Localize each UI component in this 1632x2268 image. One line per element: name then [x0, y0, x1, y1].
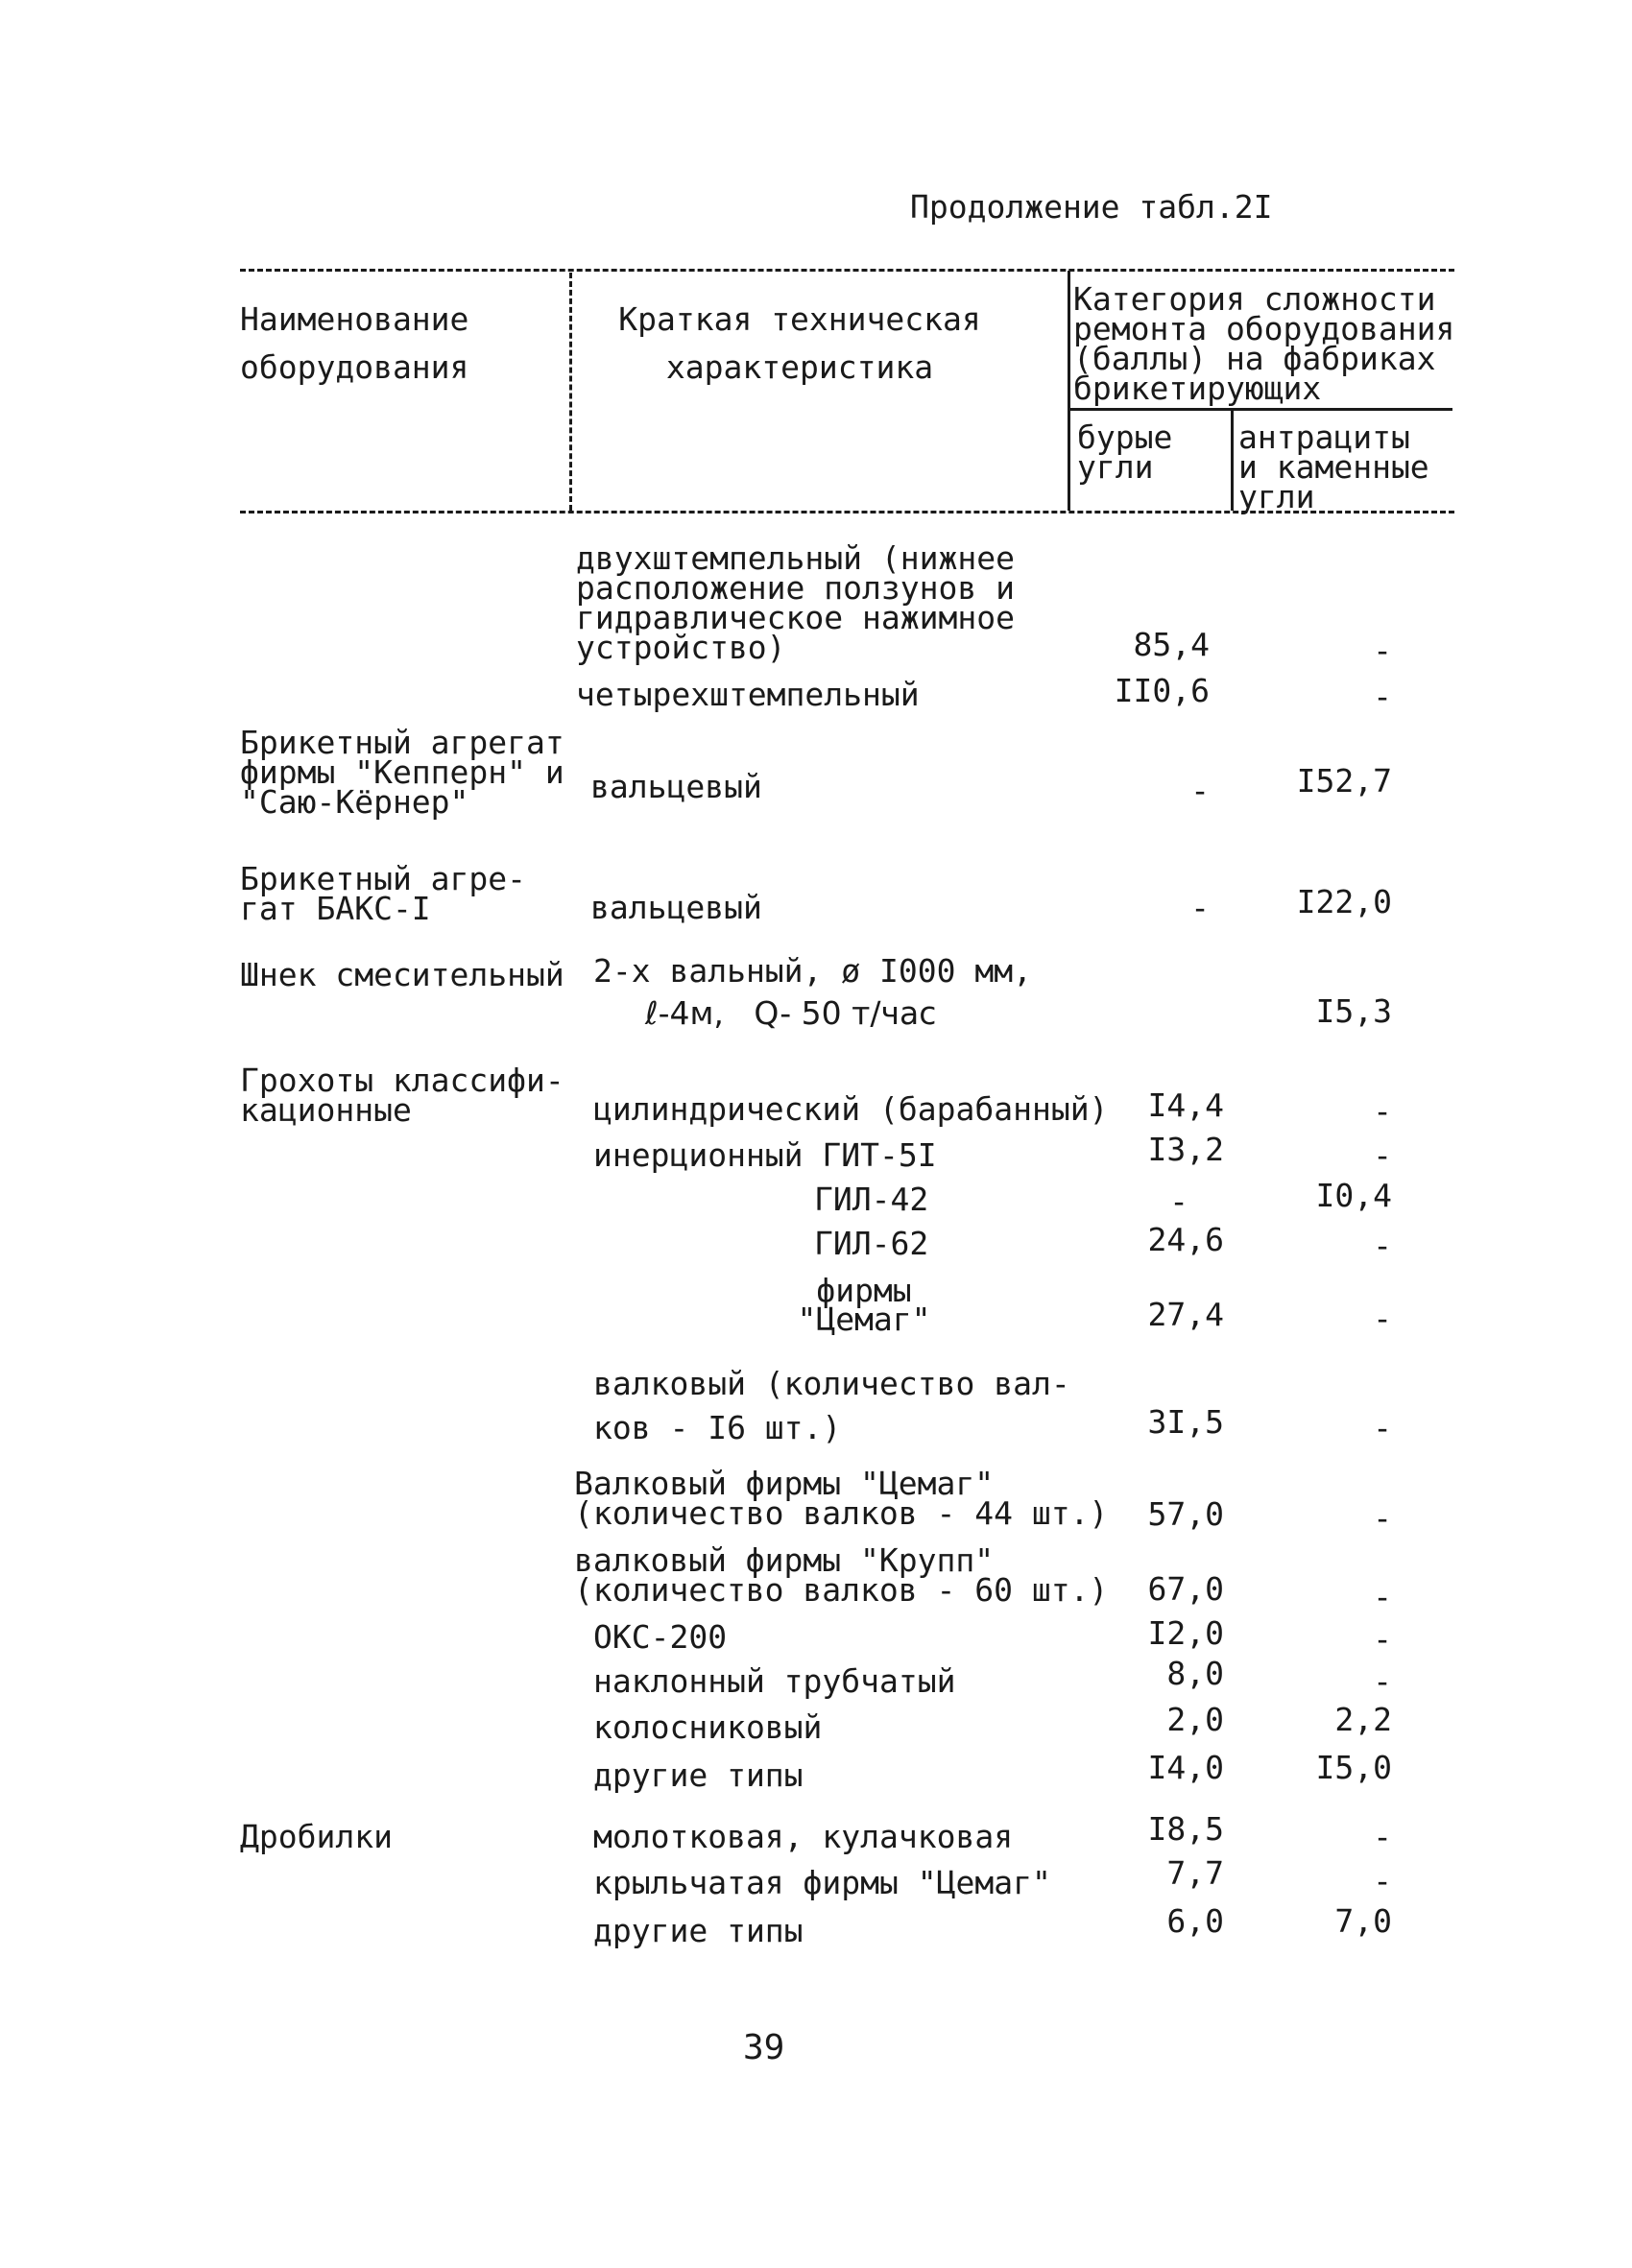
cell-anthracite: - [1373, 632, 1392, 669]
cell-brown-coal: I8,5 [1147, 1810, 1224, 1848]
col-divider-2 [1068, 271, 1070, 511]
cell-tech: ℓ-4м, Q- 50 т/час [645, 994, 937, 1032]
cell-tech: другие типы [593, 1912, 804, 1949]
cell-anthracite: - [1373, 1818, 1392, 1855]
cell-name: Дробилки [240, 1818, 393, 1855]
cell-name: Шнек смесительный [240, 956, 564, 993]
header-anthracite: антрациты и каменные угли [1238, 418, 1429, 515]
cell-tech: наклонный трубчатый [593, 1662, 956, 1700]
cell-anthracite: - [1373, 1862, 1392, 1899]
header-name: Наименование оборудования [240, 300, 469, 386]
cell-tech: ков - I6 шт.) [593, 1409, 842, 1446]
cell-brown-coal: 6,0 [1166, 1902, 1224, 1940]
cell-anthracite: - [1373, 1136, 1392, 1174]
cell-brown-coal: I3,2 [1147, 1131, 1224, 1168]
cell-tech: колосниковый [593, 1708, 823, 1746]
cell-tech: четырехштемпельный [576, 676, 920, 713]
cell-brown-coal: 27,4 [1147, 1296, 1224, 1333]
continuation-label: Продолжение табл.2I [910, 188, 1273, 226]
category-sub-rule [1068, 408, 1452, 411]
cell-brown-coal: - [1190, 889, 1210, 926]
cell-brown-coal: 8,0 [1166, 1655, 1224, 1692]
cell-brown-coal: 7,7 [1166, 1854, 1224, 1892]
page-number: 39 [743, 2028, 785, 2067]
cell-brown-coal: 67,0 [1147, 1570, 1224, 1608]
cell-anthracite: - [1373, 1409, 1392, 1446]
cell-anthracite: - [1373, 1499, 1392, 1537]
header-category: Категория сложности ремонта оборудования (баллы) на фабриках брикетирующих [1073, 280, 1455, 407]
cell-brown-coal: 85,4 [1133, 626, 1210, 663]
header-tech: Краткая техническая характеристика [618, 300, 981, 386]
cell-brown-coal: I2,0 [1147, 1614, 1224, 1652]
cell-anthracite: I5,0 [1315, 1749, 1392, 1786]
cell-anthracite: - [1373, 1578, 1392, 1615]
cell-tech: валковый фирмы "Крупп" (количество валков - 60 шт.) [574, 1541, 1109, 1609]
cell-tech: ГИЛ-62 [814, 1225, 929, 1262]
cell-brown-coal: I4,0 [1147, 1749, 1224, 1786]
cell-name: Брикетный агре- гат БАКС-I [240, 860, 527, 927]
header-brown-coal: бурые угли [1077, 418, 1173, 486]
cell-tech: вальцевый [590, 889, 762, 926]
cell-anthracite: I22,0 [1296, 883, 1392, 920]
cell-anthracite: - [1373, 1227, 1392, 1264]
cell-brown-coal: 3I,5 [1147, 1403, 1224, 1441]
cell-brown-coal: 2,0 [1166, 1701, 1224, 1738]
cell-tech: вальцевый [590, 768, 762, 805]
cell-tech: двухштемпельный (нижнее расположение ползунов и гидравлическое нажимное устройство) [576, 539, 1015, 666]
cell-tech: валковый (количество вал- [593, 1365, 1070, 1402]
cell-anthracite: I5,3 [1315, 992, 1392, 1030]
cell-tech: крыльчатая фирмы "Цемаг" [593, 1864, 1051, 1901]
cell-tech: инерционный ГИТ-5I [593, 1136, 937, 1174]
cell-anthracite: - [1373, 1300, 1392, 1337]
cell-anthracite: 2,2 [1334, 1701, 1392, 1738]
cell-name: Брикетный агрегат фирмы "Кепперн" и "Саю-Кёрнер" [240, 724, 564, 821]
cell-tech: ОКС-200 [593, 1618, 728, 1656]
col-divider-3 [1231, 411, 1234, 511]
cell-tech: 2-х вальный, ø I000 мм, [593, 952, 1032, 990]
cell-tech: цилиндрический (барабанный) [593, 1090, 1109, 1128]
cell-brown-coal: - [1190, 772, 1210, 809]
cell-anthracite: - [1373, 678, 1392, 715]
cell-brown-coal: II0,6 [1114, 672, 1210, 709]
cell-tech: молотковая, кулачковая [593, 1818, 1014, 1855]
cell-anthracite: I0,4 [1315, 1177, 1392, 1214]
table-top-rule [240, 269, 1454, 272]
cell-name: Грохоты классифи- кационные [240, 1062, 564, 1129]
col-divider-1 [569, 273, 572, 511]
cell-anthracite: - [1373, 1092, 1392, 1130]
cell-brown-coal: I4,4 [1147, 1086, 1224, 1124]
cell-anthracite: I52,7 [1296, 762, 1392, 800]
cell-anthracite: - [1373, 1662, 1392, 1700]
cell-tech: ГИЛ-42 [814, 1181, 929, 1218]
cell-brown-coal: 24,6 [1147, 1221, 1224, 1258]
cell-brown-coal: 57,0 [1147, 1495, 1224, 1533]
cell-tech: Валковый фирмы "Цемаг" (количество валков - 44 шт.) [574, 1465, 1109, 1532]
cell-anthracite: 7,0 [1334, 1902, 1392, 1940]
cell-anthracite: - [1373, 1620, 1392, 1658]
cell-tech: другие типы [593, 1756, 804, 1794]
cell-tech: фирмы "Цемаг" [797, 1272, 931, 1338]
cell-brown-coal: - [1169, 1182, 1188, 1220]
